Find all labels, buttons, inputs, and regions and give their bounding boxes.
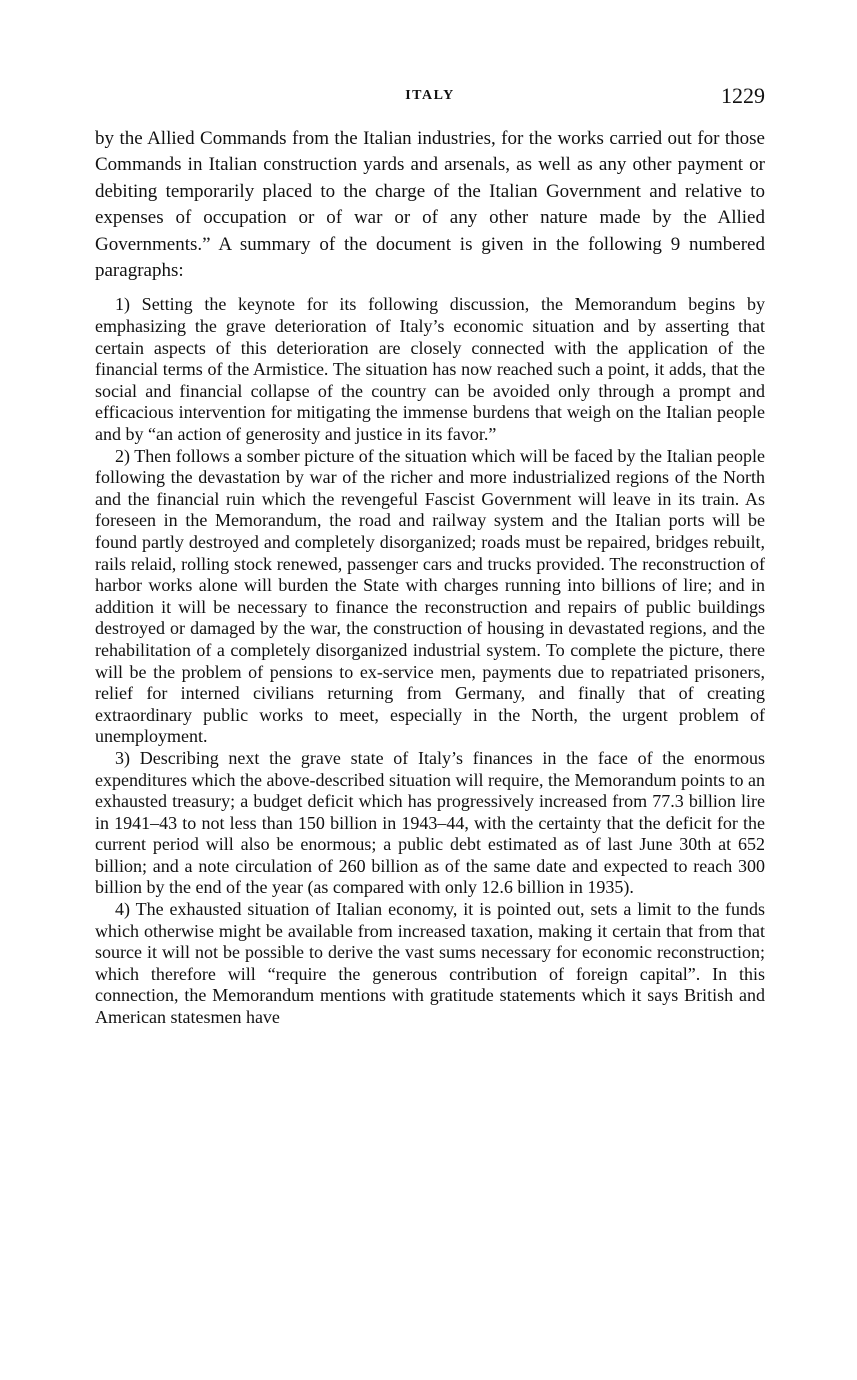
paragraph-3: 3) Describing next the grave state of Italy’s finances in the face of the enormous expenditures which the above-described situation will require, the Memorandum points to an exhausted treasury; a budget deficit which has progressively increased from 77.3 billion lire in 1941–43 to not less than 150 billion in 1943–44, with the certainty that the deficit for the current period will also be enormous; a public debt estimated as of last June 30th at 652 billion; and a note circulation of 260 billion as of the same date and expected to reach 300 billion by the end of the year (as compared with only 12.6 billion in 1935). — [95, 747, 765, 898]
page-number: 1229 — [721, 83, 765, 108]
document-page — [95, 84, 765, 1029]
running-head — [95, 84, 765, 114]
paragraph-2: 2) Then follows a somber picture of the situation which will be faced by the Italian people following the devastation by war of the richer and more industrialized regions of the North and the financial ruin which the revengeful Fascist Government will leave in its train. As foreseen in the Memorandum, the road and railway system and the Italian ports will be found partly destroyed and completely disorganized; roads must be repaired, bridges rebuilt, rails relaid, rolling stock renewed, passenger cars and trucks provided. The reconstruction of harbor works alone will burden the State with charges running into billions of lire; and in addition it will be necessary to finance the reconstruction and repairs of public buildings destroyed or damaged by the war, the construction of housing in devastated regions, and the rehabilitation of a completely disorganized industrial system. To complete the picture, there will be the problem of pensions to ex-service men, payments due to repatriated prisoners, relief for interned civilians returning from Germany, and finally that of creating extraordinary public works to meet, especially in the North, the urgent problem of unemployment. — [95, 445, 765, 747]
paragraph-4: 4) The exhausted situation of Italian economy, it is pointed out, sets a limit to the funds which otherwise might be available from increased taxation, making it certain that from that source it will not be possible to derive the vast sums necessary for economic reconstruction; which therefore will “require the generous contribution of foreign capital”. In this connection, the Memorandum mentions with gratitude statements which it says British and American statesmen have — [95, 899, 765, 1028]
intro-paragraph: by the Allied Commands from the Italian industries, for the works carried out for those Commands in Italian construction yards and arsenals, as well as any other payment or debiting temporarily placed to the charge of the Italian Government and relative to expenses of occupation or of war or of any other nature made by the Allied Governments.” A summary of the document is given in the following 9 numbered paragraphs: — [95, 128, 765, 282]
running-title: ITALY — [405, 88, 455, 103]
paragraph-1: 1) Setting the keynote for its following discussion, the Memorandum begins by emphasizing the grave deterioration of Italy’s economic situation and by asserting that certain aspects of this deterioration are closely connected with the application of the financial terms of the Armistice. The situation has now reached such a point, it adds, that the social and financial collapse of the country can be avoided only through a prompt and efficacious intervention for mitigating the immense burdens that weigh on the Italian people and by “an action of generosity and justice in its favor.” — [95, 294, 765, 444]
numbered-paragraphs — [95, 294, 765, 1028]
